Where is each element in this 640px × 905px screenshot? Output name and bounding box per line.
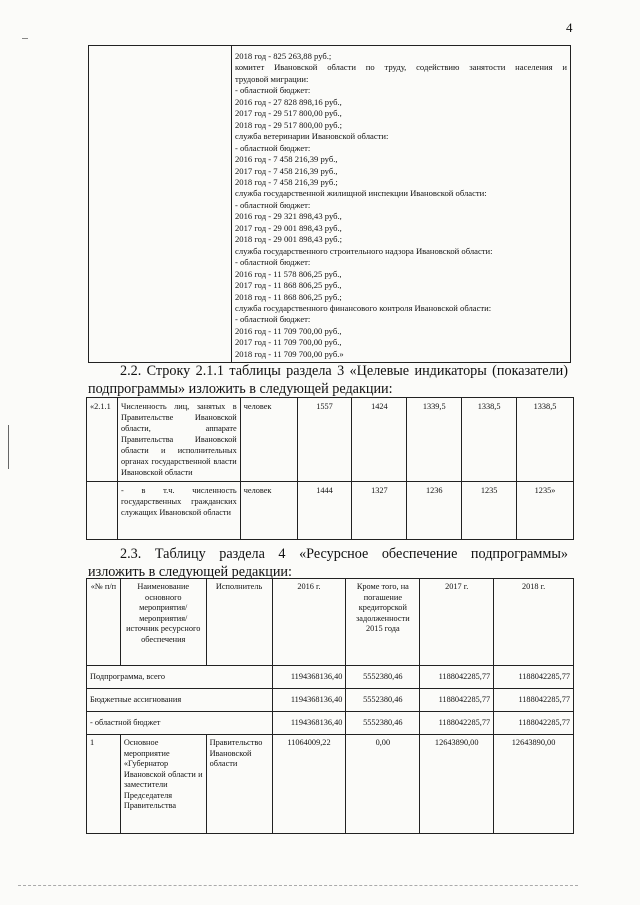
resources-budget-row xyxy=(87,689,574,712)
value-2017: 1188042285,77 xyxy=(420,666,494,689)
paragraph-2-2: 2.2. Строку 2.1.1 таблицы раздела 3 «Целевые индикаторы (показатели) подпрограммы» изложить в следующей редакции: xyxy=(88,363,568,397)
indicator-value: 1338,5 xyxy=(462,398,517,482)
budget-line: 2016 год - 7 458 216,39 руб., xyxy=(235,154,338,165)
row-label: Подпрограмма, всего xyxy=(87,666,273,689)
header-executor: Исполнитель xyxy=(206,579,272,666)
budget-line: комитет Ивановской области по труду, содействию занятости населения и xyxy=(235,62,567,73)
value-2017: 1188042285,77 xyxy=(420,689,494,712)
item-executor: Правительство Ивановской области xyxy=(206,735,272,834)
indicator-name: - в т.ч. численность государственных гражданских служащих Ивановской области xyxy=(117,482,240,540)
indicator-value: 1557 xyxy=(297,398,352,482)
indicator-value: 1235» xyxy=(517,482,574,540)
scan-edge-line xyxy=(18,885,578,886)
value-2018: 1188042285,77 xyxy=(494,712,574,735)
value-2016: 1194368136,40 xyxy=(272,689,346,712)
header-name: Наименование основного мероприятия/мероприятия/источник ресурсного обеспечения xyxy=(120,579,206,666)
value-debt: 5552380,46 xyxy=(346,712,420,735)
value-2017: 12643890,00 xyxy=(420,735,494,834)
value-2017: 1188042285,77 xyxy=(420,712,494,735)
resources-item-row xyxy=(87,735,574,834)
header-num: «№ п/п xyxy=(87,579,121,666)
budget-line: - областной бюджет: xyxy=(235,85,311,96)
value-debt: 0,00 xyxy=(346,735,420,834)
budget-continuation-table xyxy=(88,45,571,363)
budget-line: - областной бюджет: xyxy=(235,314,311,325)
budget-line: трудовой миграции: xyxy=(235,73,309,84)
indicator-value: 1424 xyxy=(352,398,407,482)
budget-line: 2017 год - 11 709 700,00 руб., xyxy=(235,337,342,348)
budget-line: 2018 год - 825 263,88 руб.; xyxy=(235,51,332,61)
resources-total-row xyxy=(87,666,574,689)
budget-line: - областной бюджет: xyxy=(235,142,311,153)
header-2018: 2018 г. xyxy=(494,579,574,666)
indicator-value: 1338,5 xyxy=(517,398,574,482)
budget-line: служба ветеринарии Ивановской области: xyxy=(235,131,389,142)
budget-line: 2017 год - 29 517 800,00 руб., xyxy=(235,108,342,119)
value-2016: 1194368136,40 xyxy=(272,712,346,735)
resources-table xyxy=(86,578,574,834)
budget-line: 2016 год - 27 828 898,16 руб., xyxy=(235,96,342,107)
margin-mark xyxy=(8,425,9,469)
paragraph-2-3: 2.3. Таблицу раздела 4 «Ресурсное обеспечение подпрограммы» изложить в следующей редакции: xyxy=(88,546,568,580)
budget-line: 2017 год - 11 868 806,25 руб., xyxy=(235,280,342,291)
budget-line: служба государственного финансового контроля Ивановской области: xyxy=(235,302,492,313)
indicator-unit: человек xyxy=(240,398,297,482)
indicator-value: 1236 xyxy=(407,482,462,540)
resources-header-row xyxy=(87,579,574,666)
value-2018: 1188042285,77 xyxy=(494,666,574,689)
budget-line: 2018 год - 11 709 700,00 руб.» xyxy=(235,348,344,359)
header-debt: Кроме того, на погашение кредиторской задолженности 2015 года xyxy=(346,579,420,666)
budget-line: служба государственной жилищной инспекции Ивановской области: xyxy=(235,188,487,199)
indicator-name: Численность лиц, занятых в Правительстве Ивановской области, аппарате Правительства Ивановской области и исполнительных органах государственной власти Ивановской области xyxy=(117,398,240,482)
value-debt: 5552380,46 xyxy=(346,689,420,712)
indicator-row xyxy=(87,482,574,540)
empty-left-cell xyxy=(89,46,232,363)
value-debt: 5552380,46 xyxy=(346,666,420,689)
item-name: Основное мероприятие «Губернатор Ивановской области и заместители Председателя Правительства xyxy=(120,735,206,834)
budget-line: 2016 год - 11 578 806,25 руб., xyxy=(235,268,342,279)
value-2016: 11064009,22 xyxy=(272,735,346,834)
header-2016: 2016 г. xyxy=(272,579,346,666)
budget-line: - областной бюджет: xyxy=(235,199,311,210)
value-2018: 12643890,00 xyxy=(494,735,574,834)
indicator-value: 1235 xyxy=(462,482,517,540)
budget-line: 2018 год - 11 868 806,25 руб.; xyxy=(235,291,342,302)
indicator-value: 1339,5 xyxy=(407,398,462,482)
indicators-table xyxy=(86,397,574,540)
row-label: - областной бюджет xyxy=(87,712,273,735)
value-2018: 1188042285,77 xyxy=(494,689,574,712)
item-num: 1 xyxy=(87,735,121,834)
indicator-unit: человек xyxy=(240,482,297,540)
indicator-num xyxy=(87,482,118,540)
budget-list-cell xyxy=(232,46,571,363)
scan-mark xyxy=(22,38,28,39)
budget-line: служба государственного строительного надзора Ивановской области: xyxy=(235,245,493,256)
budget-line: - областной бюджет: xyxy=(235,257,311,268)
budget-line: 2016 год - 29 321 898,43 руб., xyxy=(235,211,342,222)
indicator-row xyxy=(87,398,574,482)
indicator-value: 1327 xyxy=(352,482,407,540)
indicator-value: 1444 xyxy=(297,482,352,540)
indicator-num: «2.1.1 xyxy=(87,398,118,482)
budget-line: 2016 год - 11 709 700,00 руб., xyxy=(235,325,342,336)
resources-regional-row xyxy=(87,712,574,735)
value-2016: 1194368136,40 xyxy=(272,666,346,689)
header-2017: 2017 г. xyxy=(420,579,494,666)
budget-line: 2018 год - 7 458 216,39 руб.; xyxy=(235,176,338,187)
row-label: Бюджетные ассигнования xyxy=(87,689,273,712)
page-number: 4 xyxy=(566,20,573,35)
budget-line: 2017 год - 7 458 216,39 руб., xyxy=(235,165,338,176)
budget-line: 2017 год - 29 001 898,43 руб., xyxy=(235,222,342,233)
budget-line: 2018 год - 29 001 898,43 руб.; xyxy=(235,234,343,245)
budget-line: 2018 год - 29 517 800,00 руб.; xyxy=(235,119,343,130)
